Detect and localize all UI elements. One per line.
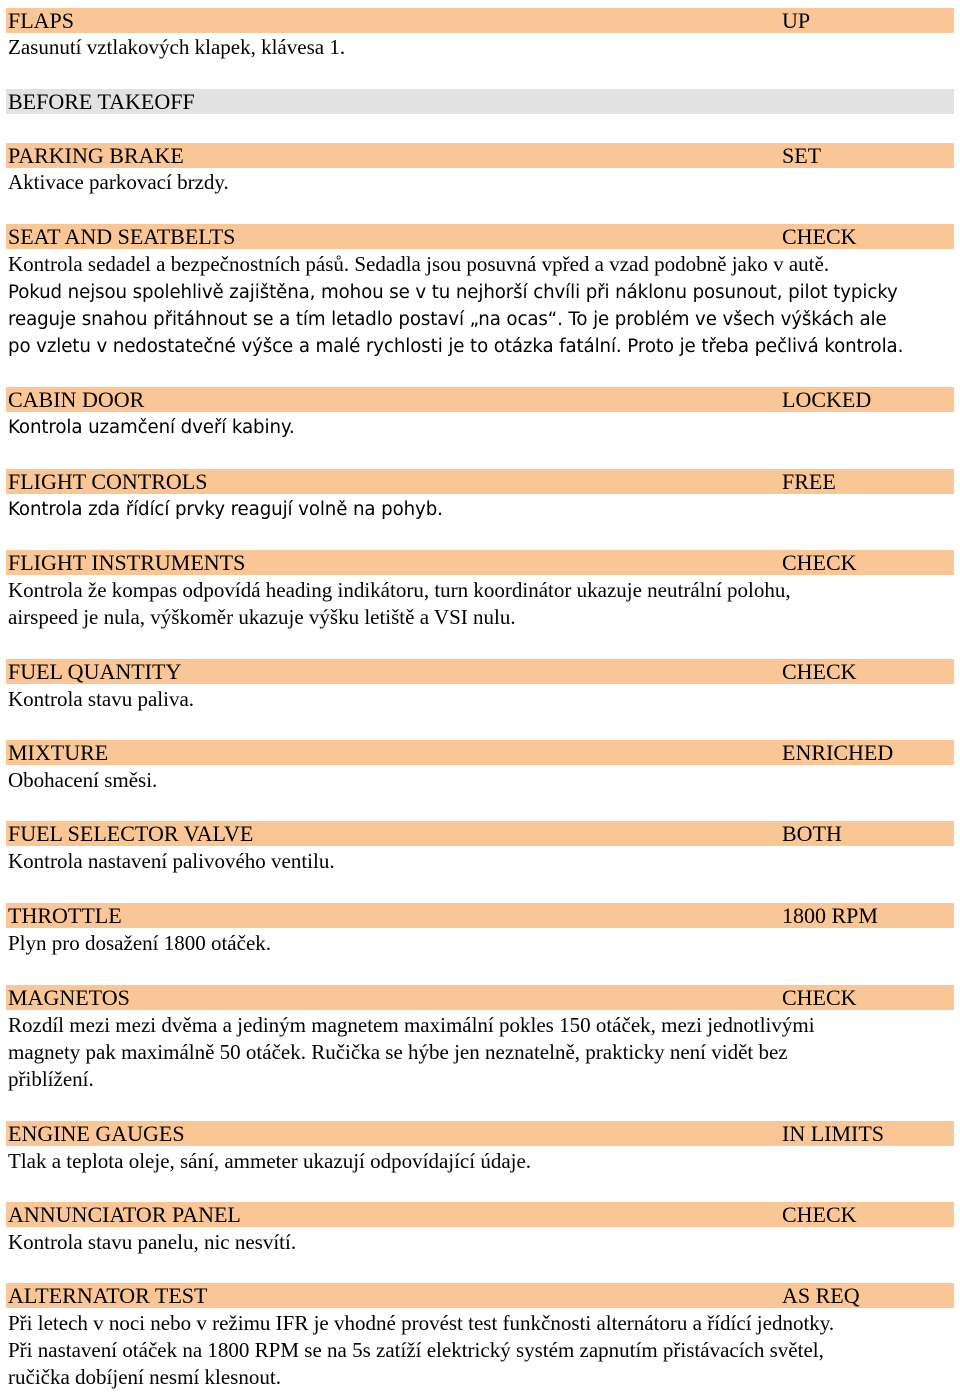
item-label: FLIGHT CONTROLS [8, 469, 208, 494]
item-value: CHECK [782, 659, 857, 684]
checklist-row-parking-brake [6, 143, 954, 168]
item-label: MAGNETOS [8, 985, 130, 1010]
item-value: BOTH [782, 821, 842, 846]
item-label: CABIN DOOR [8, 387, 145, 412]
checklist-row-magnetos [6, 985, 954, 1010]
item-description: Aktivace parkovací brzdy. [8, 170, 229, 194]
item-label: FUEL QUANTITY [8, 659, 182, 684]
item-label: ANNUNCIATOR PANEL [8, 1202, 241, 1227]
item-description: Rozdíl mezi mezi dvěma a jediným magnetem maximální pokles 150 otáček, mezi jednotlivými magnety pak maximálně 50 otáček. Ručička se hýbe jen neznatelně, prakticky není vidět bez přiblížení. [8, 1013, 815, 1091]
item-description: Tlak a teplota oleje, sání, ammeter ukazují odpovídající údaje. [8, 1149, 532, 1173]
checklist-row-fuel-quantity [6, 659, 954, 684]
item-label: PARKING BRAKE [8, 143, 184, 168]
item-value: AS REQ [782, 1283, 860, 1308]
checklist-row-flaps [6, 8, 954, 33]
item-value: CHECK [782, 550, 857, 575]
item-label: ENGINE GAUGES [8, 1121, 185, 1146]
item-value: UP [782, 8, 811, 33]
checklist-row-engine-gauges [6, 1121, 954, 1146]
item-description: Pokud nejsou spolehlivě zajištěna, mohou se v tu nejhorší chvíli při náklonu posunout, pilot typicky reaguje snahou přitáhnout se a tím letadlo postaví „na ocas“. To je problém ve všech výškách ale po vzletu v nedostatečné výšce a malé rychlosti je to otázka fatální. Proto je třeba pečlivá kontrola. [8, 282, 904, 357]
checklist-row-mixture [6, 740, 954, 765]
item-description: Obohacení směsi. [8, 768, 158, 792]
item-value: SET [782, 143, 822, 168]
item-description: Kontrola uzamčení dveří kabiny. [8, 417, 295, 438]
item-description: Kontrola zda řídící prvky reagují volně na pohyb. [8, 499, 443, 520]
item-value: FREE [782, 469, 836, 494]
item-label: MIXTURE [8, 740, 109, 765]
item-value: ENRICHED [782, 740, 894, 765]
item-value: CHECK [782, 985, 857, 1010]
item-description: Kontrola stavu panelu, nic nesvítí. [8, 1230, 297, 1254]
item-value: 1800 RPM [782, 903, 878, 928]
checklist-row-annunciator-panel [6, 1202, 954, 1227]
item-description: Kontrola stavu paliva. [8, 687, 195, 711]
item-label: FUEL SELECTOR VALVE [8, 821, 254, 846]
item-description: Kontrola že kompas odpovídá heading indikátoru, turn koordinátor ukazuje neutrální polohu, airspeed je nula, výškoměr ukazuje výšku letiště a VSI nulu. [8, 578, 791, 629]
checklist-row-flight-controls [6, 469, 954, 494]
item-description: Plyn pro dosažení 1800 otáček. [8, 931, 272, 955]
section-title: BEFORE TAKEOFF [8, 89, 195, 114]
item-description: Při letech v noci nebo v režimu IFR je vhodné provést test funkčnosti alternátoru a řídící jednotky. Při nastavení otáček na 1800 RPM se na 5s zatíží elektrický systém zapnutím přistávacích světel, ručička dobíjení nesmí klesnout. [8, 1311, 835, 1389]
checklist-row-flight-instruments [6, 550, 954, 575]
section-header-before-takeoff [6, 89, 954, 114]
item-value: LOCKED [782, 387, 872, 412]
checklist-row-alternator-test [6, 1283, 954, 1308]
item-label: ALTERNATOR TEST [8, 1283, 208, 1308]
item-value: IN LIMITS [782, 1121, 885, 1146]
item-description: Kontrola nastavení palivového ventilu. [8, 849, 335, 873]
item-label: SEAT AND SEATBELTS [8, 224, 236, 249]
item-label: THROTTLE [8, 903, 122, 928]
checklist-row-fuel-selector-valve [6, 821, 954, 846]
item-value: CHECK [782, 224, 857, 249]
item-value: CHECK [782, 1202, 857, 1227]
checklist-row-throttle [6, 903, 954, 928]
item-description: Kontrola sedadel a bezpečnostních pásů. Sedadla jsou posuvná vpřed a vzad podobně jako v autě. [8, 252, 830, 276]
item-description: Zasunutí vztlakových klapek, klávesa 1. [8, 35, 346, 59]
item-label: FLAPS [8, 8, 75, 33]
checklist-row-seat-and-seatbelts [6, 224, 954, 249]
checklist-row-cabin-door [6, 387, 954, 412]
item-label: FLIGHT INSTRUMENTS [8, 550, 246, 575]
